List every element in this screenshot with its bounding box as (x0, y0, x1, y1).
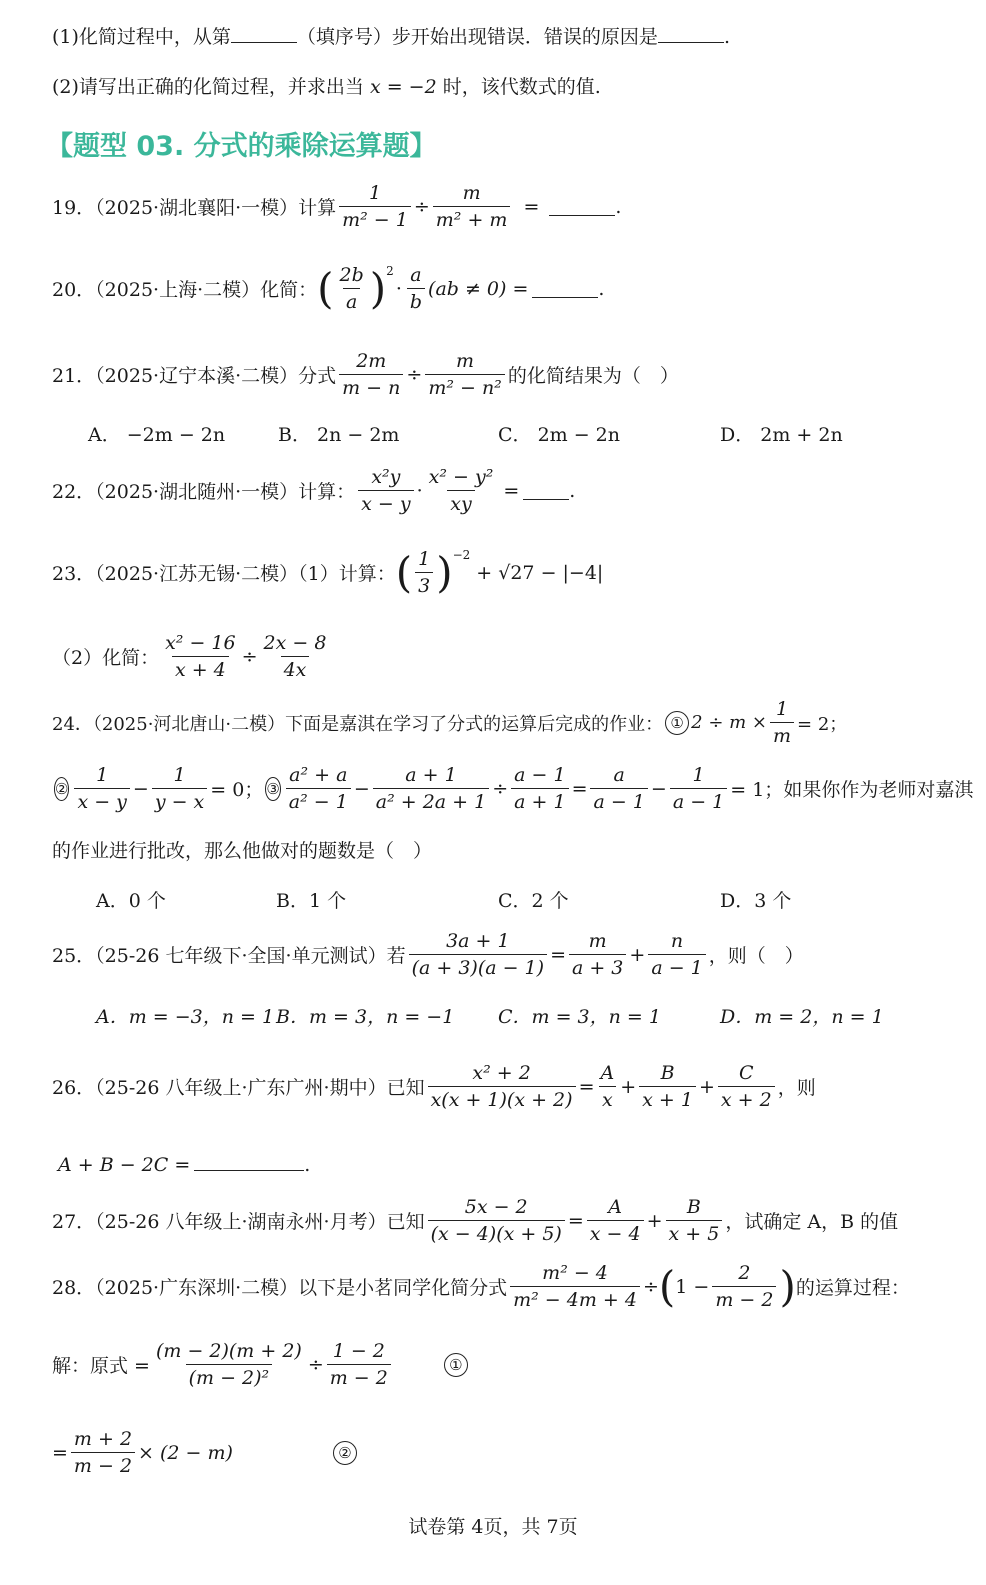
options-25 (96, 1002, 946, 1029)
question-22: 22．（2025·湖北随州·一模）计算： $\frac{\text{x²y}}{x - y}$ · $\frac{\text{x² − y²}}{xy}$ = . (52, 466, 576, 515)
fraction: $\frac{a + 1}{\text{a² + 2a + 1}}$ (373, 764, 489, 813)
question-part-1: (1)化简过程中，从第 （填序号）步开始出现错误．错误的原因是 . (52, 26, 730, 48)
fraction: $\frac{2x - 8}{4x}$ (263, 632, 327, 681)
fraction: $\frac{2}{m - 2}$ (712, 1262, 776, 1311)
answer-blank[interactable] (231, 24, 297, 43)
option-d[interactable]: D． 2m + 2n (720, 424, 843, 446)
question-26: 26．（25-26 八年级上·广东广州·期中）已知 $\frac{\text{x² + 2}}{x(x + 1)(x + 2)}$ = $\frac{A}{x}$ + $\frac{B}{x + 1}$ + $\frac{C}{x + 2}$ ，则 (52, 1062, 816, 1111)
question-24-line-2: ② $\frac{1}{x - y}$ − $\frac{1}{y - x}$ = 0； ③ $\frac{\text{a² + a}}{\text{a² − 1}}$ − $\frac{a + 1}{\text{a² + 2a + 1}}$ ÷ $\frac{a - 1}{a + 1}$ = $\frac{a}{a - 1}$ − $\frac{1}{a - 1}$ = 1； 如果你作为老师对嘉淇 (55, 764, 974, 813)
question-21: 21．（2025·辽宁本溪·二模）分式 $\frac{2m}{m - n}$ ÷ $\frac{m}{\text{m² − n²}}$ 的化简结果为（ ） (52, 350, 679, 399)
solution-step-1: 解：原式 = $\frac{(m - 2)(m + 2)}{\text{(m − 2)²}}$ ÷ $\frac{1 - 2}{m - 2}$ ① (52, 1340, 946, 1389)
fraction: $\frac{a}{b}$ (407, 264, 425, 313)
options-21 (88, 420, 946, 447)
fraction: $\frac{a - 1}{a + 1}$ (511, 764, 568, 813)
fraction: $\frac{1}{\text{m² − 1}}$ (339, 182, 411, 231)
fraction: $\frac{2b}{a}$ (339, 264, 364, 313)
fraction: $\frac{1}{x - y}$ (74, 764, 129, 813)
fraction: $\frac{n}{a - 1}$ (648, 930, 705, 979)
fraction: $\frac{m}{\text{m² + m}}$ (433, 182, 511, 231)
fraction: $\frac{B}{x + 1}$ (639, 1062, 696, 1111)
option-b[interactable]: B．1 个 (276, 890, 347, 912)
option-a[interactable]: A．0 个 (96, 890, 166, 912)
solution-step-2: = $\frac{m + 2}{m - 2}$ × (2 − m) ② (52, 1428, 946, 1477)
fraction: $\frac{\text{x² − 16}}{x + 4}$ (165, 632, 236, 681)
fraction: $\frac{A}{x}$ (600, 1062, 615, 1111)
fraction: $\frac{C}{x + 2}$ (718, 1062, 775, 1111)
option-c[interactable]: C．2 个 (498, 890, 569, 912)
fraction: $\frac{\text{x² − y²}}{xy}$ (428, 466, 494, 515)
answer-blank[interactable] (658, 24, 724, 43)
option-b[interactable]: B． 2n − 2m (278, 424, 400, 446)
fraction: $\frac{\text{a² + a}}{\text{a² − 1}}$ (286, 764, 351, 813)
answer-blank[interactable] (549, 197, 615, 216)
fraction: $\frac{\text{x² + 2}}{x(x + 1)(x + 2)}$ (428, 1062, 576, 1111)
fraction: $\frac{1 - 2}{m - 2}$ (327, 1340, 391, 1389)
option-d[interactable]: D．m = 2，n = 1 (720, 1006, 884, 1028)
fraction: $\frac{3a + 1}{(a + 3)(a - 1)}$ (409, 930, 547, 979)
question-23-part-2: （2）化简： $\frac{\text{x² − 16}}{x + 4}$ ÷ $\frac{2x - 8}{4x}$ (52, 632, 946, 681)
question-19: 19．（2025·湖北襄阳·一模）计算 $\frac{1}{\text{m² − 1}}$ ÷ $\frac{m}{\text{m² + m}}$ = . (52, 182, 622, 231)
option-c[interactable]: C．m = 3，n = 1 (498, 1006, 661, 1028)
option-b[interactable]: B．m = 3，n = −1 (276, 1006, 455, 1028)
fraction: $\frac{\text{x²y}}{x - y}$ (358, 466, 413, 515)
fraction: $\frac{1}{a - 1}$ (670, 764, 727, 813)
fraction: $\frac{\text{m² − 4}}{\text{m² − 4m + 4}}$ (510, 1262, 640, 1311)
options-24 (96, 886, 946, 913)
fraction: $\frac{A}{x - 4}$ (587, 1196, 644, 1245)
option-d[interactable]: D．3 个 (720, 890, 792, 912)
answer-blank[interactable] (523, 481, 569, 500)
fraction: $\frac{1}{y - x}$ (152, 764, 207, 813)
fraction: $\frac{B}{x + 5}$ (666, 1196, 723, 1245)
option-c[interactable]: C． 2m − 2n (498, 424, 621, 446)
question-part-2: (2)请写出正确的化简过程，并求出当 x = −2 时，该代数式的值. (52, 76, 601, 98)
option-a[interactable]: A．m = −3，n = 1 (96, 1006, 275, 1028)
question-24-line-3: 的作业进行批改，那么他做对的题数是（ ） (52, 840, 433, 862)
answer-blank[interactable] (194, 1152, 304, 1171)
question-24: 24．（2025·河北唐山·二模）下面是嘉淇在学习了分式的运算后完成的作业： ① 2 ÷ m × $\frac{1}{m}$ = 2； (52, 698, 848, 747)
question-26-line-2: A + B − 2C = . (58, 1154, 311, 1176)
question-23: 23．（2025·江苏无锡·二模）（1）计算： ( $\frac{1}{3}$ ) $^{-2}$ + √27 − |−4| (52, 547, 604, 597)
fraction: $\frac{1}{m}$ (770, 698, 794, 747)
fraction: $\frac{1}{3}$ (415, 548, 433, 597)
section-title: 【题型 03. 分式的乘除运算题】 (46, 131, 437, 162)
question-28: 28．（2025·广东深圳·二模）以下是小茗同学化简分式 $\frac{\text{m² − 4}}{\text{m² − 4m + 4}}$ ÷ ( 1 − $\frac{2}{m - 2}$ ) 的运算过程： (52, 1261, 910, 1311)
question-25: 25．（25-26 七年级下·全国·单元测试）若 $\frac{3a + 1}{(a + 3)(a - 1)}$ = $\frac{m}{a + 3}$ + $\frac{n}{a - 1}$ ，则（ ） (52, 930, 804, 979)
question-27: 27．（25-26 八年级上·湖南永州·月考）已知 $\frac{5x - 2}{(x - 4)(x + 5)}$ = $\frac{A}{x - 4}$ + $\frac{B}{x + 5}$ ，试确定 A，B 的值 (52, 1196, 899, 1245)
fraction: $\frac{a}{a - 1}$ (590, 764, 647, 813)
fraction: $\frac{m}{\text{m² − n²}}$ (425, 350, 505, 399)
fraction: $\frac{2m}{m - n}$ (339, 350, 403, 399)
fraction: $\frac{m}{a + 3}$ (569, 930, 626, 979)
fraction: $\frac{m + 2}{m - 2}$ (71, 1428, 135, 1477)
page-footer: 试卷第 4页，共 7页 (408, 1516, 578, 1538)
fraction: $\frac{(m - 2)(m + 2)}{\text{(m − 2)²}}$ (155, 1340, 302, 1389)
answer-blank[interactable] (532, 279, 598, 298)
option-a[interactable]: A． −2m − 2n (88, 424, 226, 446)
question-20: 20．（2025·上海·二模）化简： ( $\frac{2b}{a}$ ) $^2$ · $\frac{a}{b}$ (ab ≠ 0) = . (52, 263, 605, 313)
fraction: $\frac{5x - 2}{(x - 4)(x + 5)}$ (428, 1196, 565, 1245)
